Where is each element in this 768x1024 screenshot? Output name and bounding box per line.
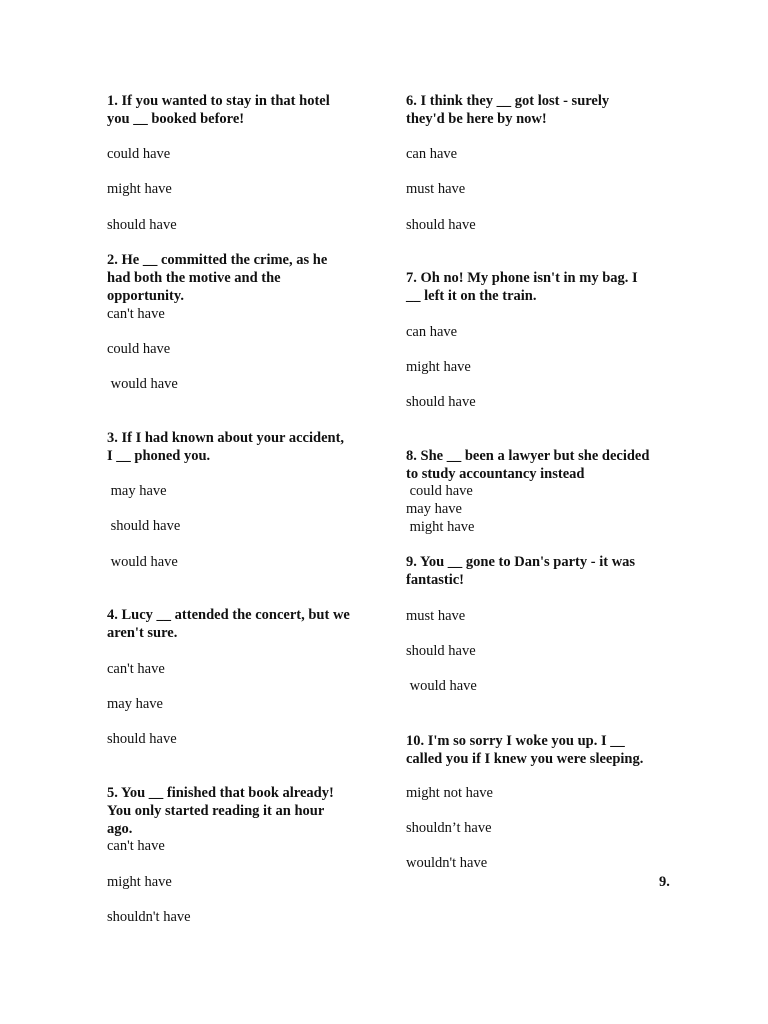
question-line: they'd be here by now! [406,111,547,127]
question-10 [406,732,643,768]
q1-option-3: should have [107,217,177,233]
q3-option-1: may have [107,483,167,499]
q5-option-3: shouldn't have [107,909,191,925]
question-7 [406,269,638,305]
question-line: 3. If I had known about your accident, [107,430,345,446]
question-2 [107,251,327,305]
q6-option-1: can have [406,146,458,162]
question-line: to study accountancy instead [406,466,585,482]
page-number: 9. [659,874,670,890]
question-line: fantastic! [406,572,464,588]
q2-option-1: can't have [107,306,165,322]
q9-option-3: would have [406,678,477,694]
q6-option-2: must have [406,181,466,197]
q7-option-3: should have [406,394,476,410]
question-line: 7. Oh no! My phone isn't in my bag. I [406,270,638,286]
question-8 [406,447,649,483]
question-line: 5. You __ finished that book already! [107,785,334,801]
question-line: called you if I knew you were sleeping. [406,751,644,767]
question-line: 10. I'm so sorry I woke you up. I __ [406,733,625,749]
question-line: 1. If you wanted to stay in that hotel [107,93,330,109]
question-line: You only started reading it an hour [107,803,325,819]
question-line: aren't sure. [107,625,178,641]
q7-option-2: might have [406,359,471,375]
q8-option-2: may have [406,501,462,517]
q8-option-1: could have [406,483,473,499]
q2-option-2: could have [107,341,171,357]
q7-option-1: can have [406,324,458,340]
question-1 [107,92,330,128]
question-3 [107,429,344,465]
q10-option-1: might not have [406,785,493,801]
q9-option-2: should have [406,643,476,659]
question-line: 4. Lucy __ attended the concert, but we [107,607,350,623]
question-5 [107,784,334,838]
q9-option-1: must have [406,608,466,624]
q3-option-2: should have [107,518,181,534]
question-6 [406,92,609,128]
question-line: had both the motive and the [107,270,281,286]
q5-option-2: might have [107,874,172,890]
q10-option-2: shouldn’t have [406,820,492,836]
question-4 [107,606,350,642]
q10-option-3: wouldn't have [406,855,488,871]
question-line: I __ phoned you. [107,448,211,464]
q8-option-3: might have [406,519,475,535]
q4-option-2: may have [107,696,163,712]
q3-option-3: would have [107,554,178,570]
q6-option-3: should have [406,217,476,233]
q5-option-1: can't have [107,838,165,854]
q4-option-3: should have [107,731,177,747]
question-line: opportunity. [107,288,184,304]
q1-option-1: could have [107,146,171,162]
q1-option-2: might have [107,181,172,197]
q4-option-1: can't have [107,661,165,677]
question-line: ago. [107,821,133,837]
question-9 [406,553,635,589]
question-line: __ left it on the train. [406,288,537,304]
question-line: 6. I think they __ got lost - surely [406,93,610,109]
question-line: 9. You __ gone to Dan's party - it was [406,554,636,570]
question-line: you __ booked before! [107,111,245,127]
question-line: 2. He __ committed the crime, as he [107,252,328,268]
question-line: 8. She __ been a lawyer but she decided [406,448,650,464]
q2-option-3: would have [107,376,178,392]
